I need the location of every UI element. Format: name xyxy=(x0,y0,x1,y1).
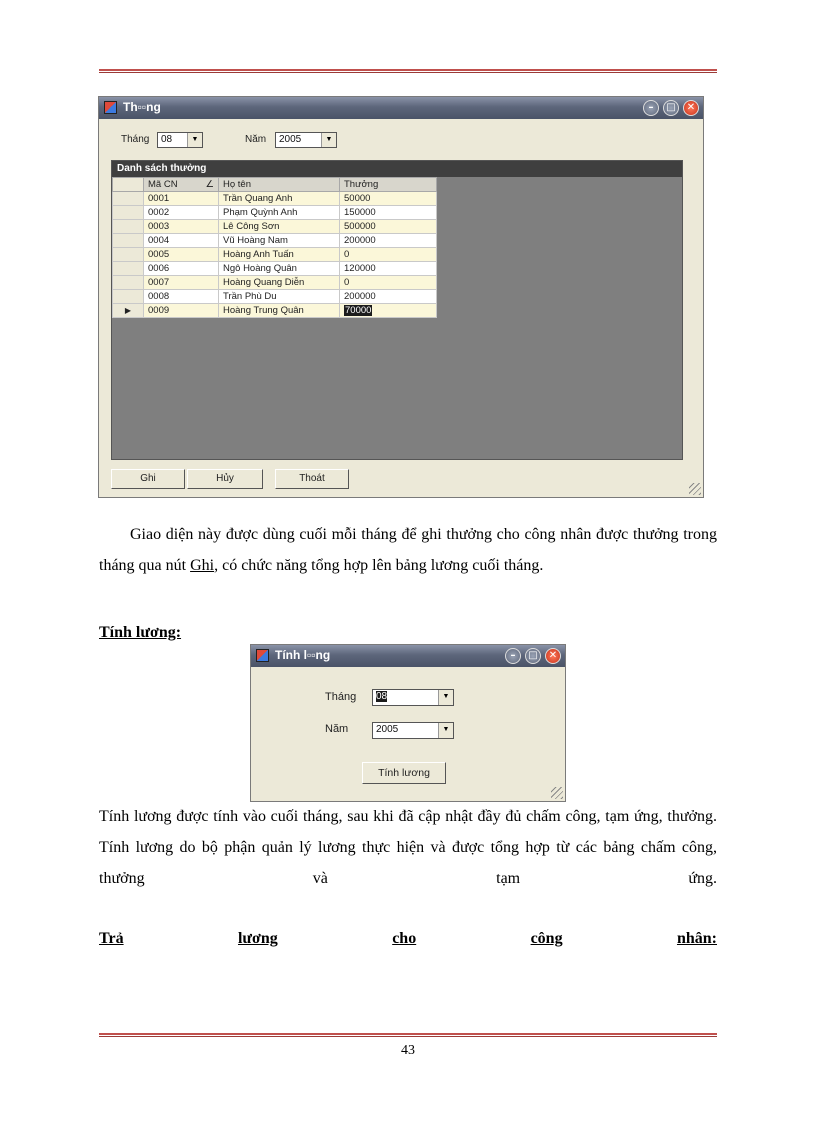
chevron-down-icon[interactable]: ▼ xyxy=(321,133,336,147)
table-row[interactable] xyxy=(113,290,437,304)
heading-word: Trả xyxy=(99,930,124,947)
page-number: 43 xyxy=(401,1043,415,1058)
title-bar[interactable] xyxy=(251,645,565,667)
thang-select[interactable] xyxy=(157,132,203,148)
table-row[interactable] xyxy=(113,276,437,290)
row-selector[interactable] xyxy=(113,262,144,276)
app-icon xyxy=(104,101,117,114)
heading-word: nhân: xyxy=(676,930,717,947)
cell-ten[interactable]: Hoàng Trung Quân xyxy=(219,304,340,318)
cell-ma[interactable]: 0009 xyxy=(144,304,219,318)
heading-word: cho xyxy=(392,930,417,947)
table-header xyxy=(113,178,437,192)
nam-label: Năm xyxy=(325,723,349,735)
thang-label: Tháng xyxy=(325,691,357,703)
chevron-down-icon[interactable]: ▼ xyxy=(438,690,453,705)
app-icon xyxy=(256,649,269,662)
cell-ten[interactable]: Lê Công Sơn xyxy=(219,220,340,234)
current-row-arrow-icon[interactable]: ▶ xyxy=(113,304,144,318)
tinh-luong-window xyxy=(250,644,566,802)
close-icon[interactable]: ✕ xyxy=(683,100,699,116)
edit-selection[interactable]: 70000 xyxy=(345,305,372,316)
cell-ma[interactable]: 0003 xyxy=(144,220,219,234)
nam-value: 2005 xyxy=(376,724,399,735)
title-bar[interactable] xyxy=(99,97,703,119)
cell-ten[interactable]: Phạm Quỳnh Anh xyxy=(219,206,340,220)
cell-thuong[interactable]: 0 xyxy=(340,276,437,290)
cell-ten[interactable]: Trần Quang Anh xyxy=(219,192,340,206)
row-selector[interactable] xyxy=(113,290,144,304)
cell-ten[interactable]: Hoàng Anh Tuấn xyxy=(219,248,340,262)
row-selector[interactable] xyxy=(113,248,144,262)
minimize-icon[interactable]: – xyxy=(505,648,521,664)
thang-select[interactable] xyxy=(372,689,454,706)
close-icon[interactable]: ✕ xyxy=(545,648,561,664)
chevron-down-icon[interactable]: ▼ xyxy=(438,723,453,738)
cell-ten[interactable]: Ngô Hoàng Quân xyxy=(219,262,340,276)
tinh-luong-button[interactable]: Tính lương xyxy=(362,762,446,784)
cell-ma[interactable]: 0004 xyxy=(144,234,219,248)
chevron-down-icon[interactable]: ▼ xyxy=(187,133,202,147)
table-row-current[interactable] xyxy=(113,304,437,318)
nam-label: Năm xyxy=(245,134,267,145)
cell-ma[interactable]: 0002 xyxy=(144,206,219,220)
table-row[interactable] xyxy=(113,206,437,220)
grid-caption: Danh sách thưởng xyxy=(112,161,682,177)
heading-word: lương xyxy=(237,930,278,947)
cell-ma[interactable]: 0007 xyxy=(144,276,219,290)
thuong-table xyxy=(112,177,437,318)
col-header-ma[interactable]: Mã CN ∠ xyxy=(144,178,219,192)
table-row[interactable] xyxy=(113,262,437,276)
row-selector-header xyxy=(113,178,144,192)
table-row[interactable] xyxy=(113,234,437,248)
cell-ten[interactable]: Hoàng Quang Diễn xyxy=(219,276,340,290)
nam-select[interactable] xyxy=(372,722,454,739)
paragraph-1 xyxy=(99,519,717,581)
thuong-grid xyxy=(111,160,683,460)
cell-thuong[interactable]: 500000 xyxy=(340,220,437,234)
ghi-button[interactable]: Ghi xyxy=(111,469,185,489)
cell-ten[interactable]: Trần Phù Du xyxy=(219,290,340,304)
nam-value: 2005 xyxy=(279,134,302,145)
cell-thuong-editing[interactable] xyxy=(340,304,437,318)
paragraph-1-text-a: Giao diện này được dùng cuối mỗi tháng để ghi thưởng cho công nhân được thưởng trong tháng qua nút xyxy=(99,526,717,574)
cell-thuong[interactable]: 0 xyxy=(340,248,437,262)
cell-thuong[interactable]: 120000 xyxy=(340,262,437,276)
cell-ma[interactable]: 0005 xyxy=(144,248,219,262)
paragraph-1-text-b: , có chức năng tổng hợp lên bảng lương cuối tháng. xyxy=(214,557,544,574)
cell-thuong[interactable]: 200000 xyxy=(340,290,437,304)
row-selector[interactable] xyxy=(113,192,144,206)
resize-grip-icon[interactable] xyxy=(551,787,563,799)
cell-thuong[interactable]: 50000 xyxy=(340,192,437,206)
huy-button[interactable]: Hủy xyxy=(187,469,263,489)
row-selector[interactable] xyxy=(113,234,144,248)
cell-thuong[interactable]: 150000 xyxy=(340,206,437,220)
header-rule xyxy=(99,69,717,73)
maximize-icon[interactable]: □ xyxy=(663,100,679,116)
resize-grip-icon[interactable] xyxy=(689,483,701,495)
thoat-button[interactable]: Thoát xyxy=(275,469,349,489)
heading-word: công xyxy=(530,930,563,947)
table-row[interactable] xyxy=(113,220,437,234)
paragraph-2: Tính lương được tính vào cuối tháng, sau khi đã cập nhật đầy đủ chấm công, tạm ứng, thưởng. Tính lương do bộ phận quản lý lương thực hiện và được tổng hợp từ các bảng chấm công, thưởng và tạm ứng. xyxy=(99,808,717,887)
cell-ma[interactable]: 0001 xyxy=(144,192,219,206)
table-row[interactable] xyxy=(113,248,437,262)
nam-select[interactable] xyxy=(275,132,337,148)
col-header-thuong[interactable]: Thưởng xyxy=(340,178,437,192)
cell-ma[interactable]: 0006 xyxy=(144,262,219,276)
row-selector[interactable] xyxy=(113,220,144,234)
cell-ten[interactable]: Vũ Hoàng Nam xyxy=(219,234,340,248)
row-selector[interactable] xyxy=(113,206,144,220)
maximize-icon[interactable]: □ xyxy=(525,648,541,664)
thuong-window xyxy=(98,96,704,498)
ghi-link: Ghi xyxy=(190,557,215,574)
footer-rule xyxy=(99,1033,717,1037)
thang-label: Tháng xyxy=(121,134,150,145)
row-selector[interactable] xyxy=(113,276,144,290)
minimize-icon[interactable]: – xyxy=(643,100,659,116)
heading-tinh-luong: Tính lương: xyxy=(99,624,182,641)
window-title: Tính l▫▫ng xyxy=(275,648,331,662)
thang-value: 08 xyxy=(376,691,388,702)
col-header-ten[interactable]: Họ tên xyxy=(219,178,340,192)
cell-ma[interactable]: 0008 xyxy=(144,290,219,304)
window-title: Th▫▫ng xyxy=(123,100,161,114)
heading-tra-luong xyxy=(99,923,717,954)
cell-thuong[interactable]: 200000 xyxy=(340,234,437,248)
table-row[interactable] xyxy=(113,192,437,206)
thang-value: 08 xyxy=(161,134,173,145)
